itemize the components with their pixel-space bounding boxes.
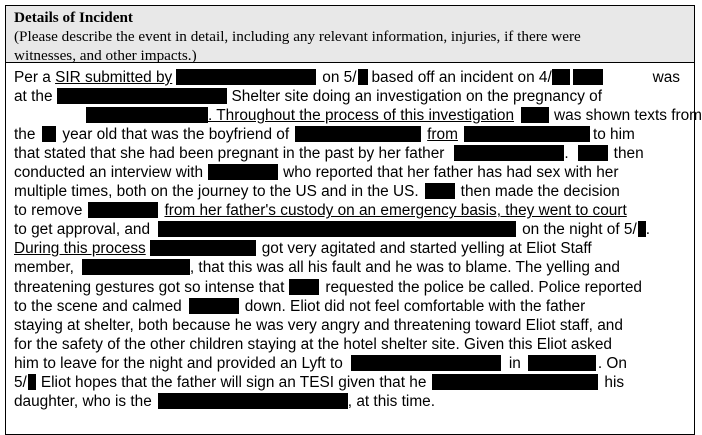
narrative-text: year old that was the boyfriend of <box>62 126 290 144</box>
narrative-text: then <box>613 145 644 163</box>
narrative-text: multiple times, both on the journey to the US and in the US. <box>14 183 419 201</box>
narrative-line <box>14 68 694 87</box>
redaction-bar <box>28 374 36 390</box>
narrative-text: then made the decision <box>460 183 620 201</box>
redaction-bar <box>573 69 603 85</box>
redaction-bar <box>528 355 596 371</box>
narrative-line <box>14 87 694 106</box>
narrative-text: to him <box>592 126 635 144</box>
narrative-line <box>14 258 694 277</box>
redaction-bar <box>464 126 590 142</box>
redaction-bar <box>454 145 564 161</box>
narrative-text: staying at shelter, both because he was very angry and threatening toward Eliot staff, and <box>14 316 623 334</box>
redaction-bar <box>176 69 316 85</box>
narrative-text: to get approval, and <box>14 221 151 239</box>
narrative-line <box>14 125 694 144</box>
narrative-text: from <box>427 126 458 144</box>
redaction-bar <box>86 107 208 123</box>
narrative-text: requested the police be called. Police reported <box>325 278 642 296</box>
redaction-bar <box>432 374 598 390</box>
narrative-text: conducted an interview with <box>14 164 204 182</box>
narrative-text: During this process <box>14 240 146 258</box>
redaction-bar <box>425 183 455 199</box>
redaction-bar <box>88 202 158 218</box>
section-instructions-line2: witnesses, and other impacts.) <box>14 47 197 64</box>
narrative-text: SIR submitted by <box>55 69 173 86</box>
narrative-line <box>14 392 694 411</box>
narrative-line <box>14 163 694 182</box>
narrative-text: threatening gestures got so intense that <box>14 278 285 296</box>
redaction-bar <box>158 221 516 237</box>
narrative-line <box>14 354 694 373</box>
redaction-bar <box>82 259 190 275</box>
narrative-text: member, <box>14 259 74 277</box>
narrative-text: for the safety of the other children staying at the hotel shelter site. Given this Eliot asked <box>14 335 612 353</box>
narrative-text: that stated that she had been pregnant in the past by her father <box>14 145 445 163</box>
narrative-line <box>14 239 694 258</box>
narrative-text: on the night of 5/ <box>522 221 637 239</box>
redaction-bar <box>42 126 56 142</box>
narrative-text: Shelter site doing an investigation on the pregnancy of <box>231 88 602 106</box>
narrative-text: his <box>604 373 625 391</box>
section-title: Details of Incident <box>14 9 133 26</box>
narrative-text: based off an incident on 4/ <box>371 69 552 86</box>
redaction-bar <box>552 69 570 85</box>
narrative-text: got very agitated and started yelling at Eliot Staff <box>261 240 592 258</box>
narrative-text: was shown texts from <box>554 107 702 125</box>
redaction-bar <box>289 279 319 295</box>
narrative-line <box>14 220 694 239</box>
redaction-bar <box>358 69 368 85</box>
redaction-bar <box>295 126 421 142</box>
narrative-text: in <box>508 354 521 372</box>
narrative-text: the <box>14 126 36 144</box>
narrative-text: daughter, who is the <box>14 392 152 410</box>
narrative-text: to the scene and calmed <box>14 297 182 315</box>
narrative-text: . <box>645 221 651 239</box>
redaction-bar <box>208 164 278 180</box>
narrative-text: who reported that her father has had sex with her <box>283 164 619 182</box>
redaction-bar <box>521 107 549 123</box>
narrative-text: Per a <box>14 69 56 86</box>
narrative-line <box>14 182 694 201</box>
section-header <box>6 6 694 63</box>
narrative-text: down. Eliot did not feel comfortable with the father <box>244 297 586 315</box>
redaction-bar <box>578 145 608 161</box>
narrative-text: . <box>564 145 569 163</box>
narrative-text: at the <box>14 88 53 106</box>
narrative-text: on 5/ <box>322 69 357 86</box>
narrative-line <box>14 106 702 125</box>
incident-details-box <box>5 5 702 435</box>
incident-narrative <box>6 65 702 411</box>
narrative-line <box>14 297 694 316</box>
redaction-bar <box>189 298 239 314</box>
narrative-text: . On <box>597 354 627 372</box>
narrative-text: , that this was all his fault and he was to blame. The yelling and <box>189 259 620 277</box>
narrative-text: was <box>652 69 680 86</box>
redaction-bar <box>57 88 227 104</box>
narrative-line <box>14 373 694 392</box>
section-instructions-line1: (Please describe the event in detail, including any relevant information, injuries, if there were <box>14 28 581 45</box>
narrative-text: him to leave for the night and provided an Lyft to <box>14 354 343 372</box>
narrative-text: from her father's custody on an emergency basis, they went to court <box>164 202 627 220</box>
redaction-bar <box>638 221 646 237</box>
redaction-bar <box>351 355 501 371</box>
narrative-line <box>14 201 694 220</box>
redaction-bar <box>150 240 256 256</box>
narrative-line <box>14 278 694 297</box>
narrative-text: , at this time. <box>347 392 436 410</box>
narrative-text: Eliot hopes that the father will sign an TESI given that he <box>40 373 427 391</box>
narrative-text: 5/ <box>14 373 27 391</box>
narrative-line <box>14 316 694 335</box>
redaction-bar <box>158 393 348 409</box>
narrative-text: . Throughout the process of this investigation <box>208 107 515 125</box>
narrative-line <box>14 335 694 354</box>
narrative-text: to remove <box>14 202 83 220</box>
narrative-line <box>14 144 694 163</box>
